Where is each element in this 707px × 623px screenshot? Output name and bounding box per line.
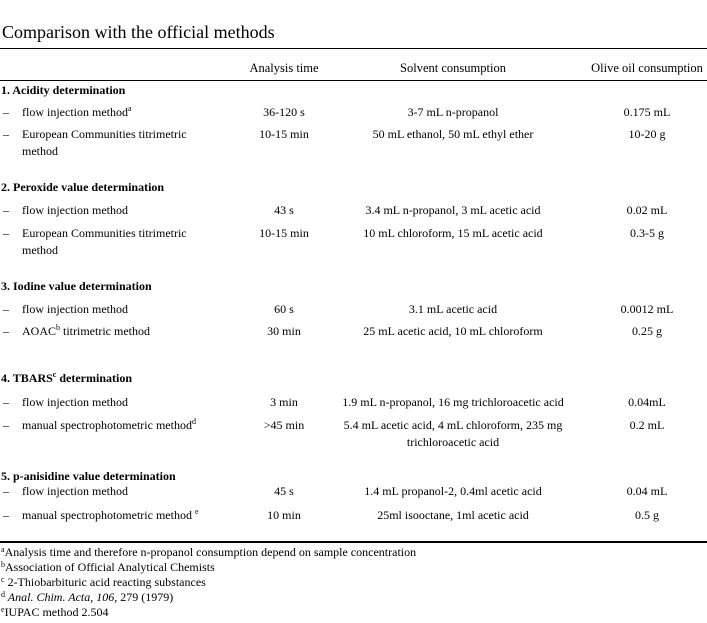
header-analysis-time: Analysis time <box>249 61 319 75</box>
footnote-mark: d <box>191 417 196 426</box>
row-dash: – <box>3 127 9 141</box>
row-dash: – <box>3 226 9 240</box>
analysis-time-cell: 10-15 min <box>259 127 309 141</box>
solvent-cell: 1.9 mL n-propanol, 16 mg trichloroacetic acid <box>342 395 564 409</box>
oil-cell: 0.04mL <box>628 395 666 409</box>
section-heading: 3. Iodine value determination <box>1 279 152 293</box>
method-name <box>22 104 132 121</box>
section-heading: 2. Peroxide value determination <box>1 180 165 194</box>
footnote-mark: a <box>127 104 132 113</box>
analysis-time-cell: 45 s <box>274 484 294 498</box>
header-rule <box>0 80 707 81</box>
footnote-c <box>1 575 206 590</box>
method-label: AOAC <box>22 324 57 338</box>
page-title: Comparison with the official methods <box>2 22 275 42</box>
row-dash: – <box>3 484 9 498</box>
footnote-a <box>1 545 416 560</box>
row-dash: – <box>3 324 9 338</box>
header-olive-oil-consumption: Olive oil consumption <box>591 61 703 75</box>
analysis-time-cell: >45 min <box>263 418 305 432</box>
bottom-rule <box>0 541 707 543</box>
row-dash: – <box>3 508 9 522</box>
method-label: manual spectrophotometric method <box>22 418 192 432</box>
footnote-text: 2-Thiobarbituric acid reacting substances <box>4 575 206 589</box>
oil-cell: 0.25 g <box>632 324 662 338</box>
footnote-text: Association of Official Analytical Chemists <box>5 560 215 574</box>
method-name <box>22 417 196 434</box>
footnote-text: 279 (1979) <box>117 590 174 604</box>
footnote-mark: a <box>1 545 5 554</box>
section-heading: 1. Acidity determination <box>1 83 126 97</box>
footnote-mark: e <box>194 507 199 516</box>
method-name-line1: European Communities titrimetric <box>22 226 187 240</box>
analysis-time-cell: 10-15 min <box>259 226 309 240</box>
footnote-mark: d <box>1 590 5 599</box>
row-dash: – <box>3 105 9 119</box>
footnote-mark: c <box>1 575 5 584</box>
oil-cell: 10-20 g <box>628 127 666 141</box>
section-heading-text: 4. TBARS <box>1 371 53 385</box>
oil-cell: 0.5 g <box>635 508 659 522</box>
footnote-volume: 106, <box>93 590 118 604</box>
solvent-cell: 10 mL chloroform, 15 mL acetic acid <box>363 226 543 240</box>
footnote-b <box>1 560 215 575</box>
solvent-cell: 25 mL acetic acid, 10 mL chloroform <box>363 324 543 338</box>
solvent-cell: 50 mL ethanol, 50 mL ethyl ether <box>372 127 534 141</box>
method-name: flow injection method <box>22 203 128 217</box>
solvent-cell: 3.4 mL n-propanol, 3 mL acetic acid <box>365 203 541 217</box>
method-name: flow injection method <box>22 302 128 316</box>
row-dash: – <box>3 395 9 409</box>
method-name <box>22 323 150 340</box>
analysis-time-cell: 36-120 s <box>263 105 305 119</box>
row-dash: – <box>3 418 9 432</box>
header-solvent-consumption: Solvent consumption <box>400 61 506 75</box>
oil-cell: 0.3-5 g <box>630 226 664 240</box>
analysis-time-cell: 43 s <box>274 203 294 217</box>
oil-cell: 0.0012 mL <box>620 302 674 316</box>
method-name-line1: European Communities titrimetric <box>22 127 187 141</box>
footnote-mark: b <box>1 560 5 569</box>
row-dash: – <box>3 203 9 217</box>
section-heading <box>1 371 132 386</box>
analysis-time-cell: 10 min <box>267 508 301 522</box>
footnote-mark: c <box>52 370 57 379</box>
method-name-line2: method <box>22 243 58 257</box>
top-rule <box>0 48 707 49</box>
footnote-text: IUPAC method 2.504 <box>4 605 109 619</box>
solvent-cell-line1: 5.4 mL acetic acid, 4 mL chloroform, 235 mg <box>343 418 563 432</box>
method-label: manual spectrophotometric method <box>22 508 195 522</box>
method-name <box>22 507 199 524</box>
analysis-time-cell: 60 s <box>274 302 294 316</box>
oil-cell: 0.2 mL <box>629 418 665 432</box>
footnote-e <box>1 605 108 620</box>
solvent-cell: 1.4 mL propanol-2, 0.4ml acetic acid <box>364 484 542 498</box>
row-dash: – <box>3 302 9 316</box>
section-heading-rest: determination <box>56 371 133 385</box>
oil-cell: 0.02 mL <box>626 203 668 217</box>
footnote-d <box>1 590 173 605</box>
method-name: flow injection method <box>22 484 128 498</box>
method-name: flow injection method <box>22 395 128 409</box>
footnote-mark: e <box>1 605 5 614</box>
solvent-cell: 3.1 mL acetic acid <box>408 302 498 316</box>
solvent-cell: 25ml isooctane, 1ml acetic acid <box>377 508 529 522</box>
footnote-mark: b <box>56 323 61 332</box>
footnote-journal: Anal. Chim. Acta, <box>5 590 94 604</box>
section-heading: 5. p-anisidine value determination <box>1 469 176 483</box>
method-label-rest: titrimetric method <box>60 324 150 338</box>
solvent-cell: 3-7 mL n-propanol <box>407 105 499 119</box>
method-label: flow injection method <box>22 105 128 119</box>
footnote-text: Analysis time and therefore n-propanol consumption depend on sample concentration <box>4 545 417 559</box>
method-name-line2: method <box>22 144 58 158</box>
analysis-time-cell: 30 min <box>267 324 301 338</box>
oil-cell: 0.04 mL <box>626 484 668 498</box>
analysis-time-cell: 3 min <box>270 395 298 409</box>
oil-cell: 0.175 mL <box>623 105 671 119</box>
solvent-cell-line2: trichloroacetic acid <box>406 435 500 449</box>
